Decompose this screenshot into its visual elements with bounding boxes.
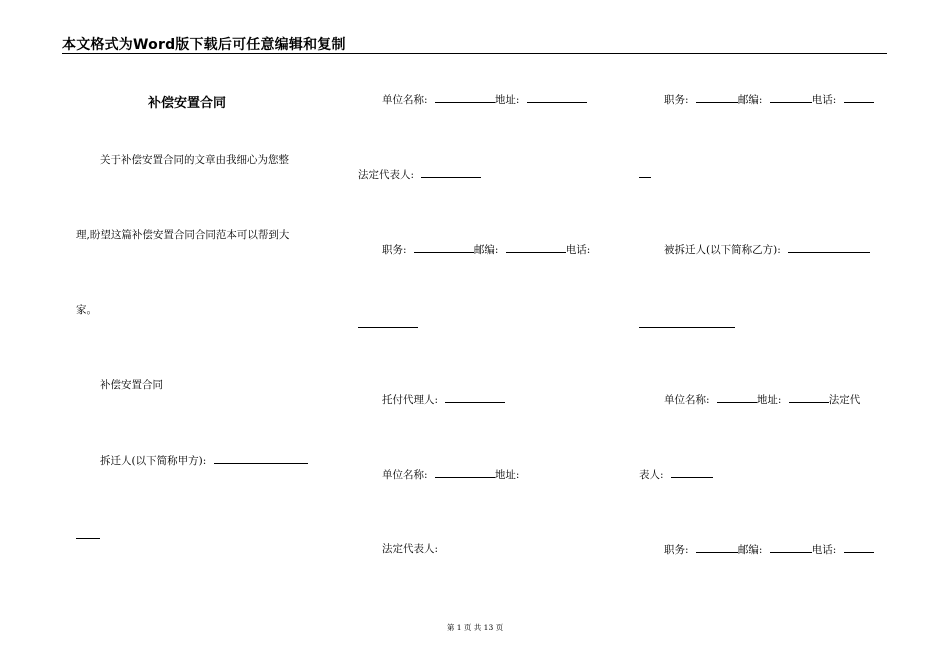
postcode-blank xyxy=(770,542,812,553)
position-label: 职务: xyxy=(664,94,689,106)
address-label: 地址: xyxy=(494,469,520,481)
agent-line xyxy=(382,392,505,407)
phone-label: 电话: xyxy=(811,544,837,556)
legal-rep-label: 法定代表人: xyxy=(382,543,439,555)
unit-name-blank xyxy=(717,392,757,403)
unit-name-label: 单位名称: xyxy=(382,469,428,481)
intro-line-3: 家。 xyxy=(76,304,97,316)
agent-blank xyxy=(445,392,505,403)
party-b-label: 被拆迁人(以下简称乙方): xyxy=(664,244,781,256)
position-blank xyxy=(414,242,474,253)
phone-blank xyxy=(844,92,874,103)
postcode-label: 邮编: xyxy=(737,544,763,556)
legal-rep-blank xyxy=(671,467,713,478)
address-label: 地址: xyxy=(756,394,782,406)
address-label: 地址: xyxy=(494,94,520,106)
address-blank xyxy=(527,92,587,103)
party-b-blank-cont xyxy=(639,317,735,332)
party-a-label: 拆迁人(以下简称甲方): xyxy=(100,455,207,467)
party-b-blank xyxy=(788,242,870,253)
contract-heading: 补偿安置合同 xyxy=(100,379,163,391)
phone-label: 电话: xyxy=(565,244,591,256)
phone-label: 电话: xyxy=(811,94,837,106)
intro-line-2: 理,盼望这篇补偿安置合同合同范本可以帮到大 xyxy=(76,229,290,241)
doc-title: 补偿安置合同 xyxy=(148,96,227,111)
address-blank xyxy=(789,392,829,403)
blank-line xyxy=(76,528,100,539)
postcode-label: 邮编: xyxy=(737,94,763,106)
unit-address-line-2 xyxy=(382,467,519,482)
unit-address-line-c3 xyxy=(664,392,860,407)
position-line xyxy=(382,242,590,257)
legal-rep-label-end: 表人: xyxy=(639,469,664,481)
party-b-line xyxy=(664,242,870,257)
legal-rep-label-start: 法定代 xyxy=(828,394,861,406)
party-a-blank xyxy=(214,453,308,464)
unit-name-blank xyxy=(435,467,495,478)
position-line-c3 xyxy=(664,92,874,107)
position-line-c3-2 xyxy=(664,542,874,557)
blank-line xyxy=(639,167,651,178)
unit-name-label: 单位名称: xyxy=(664,394,710,406)
legal-rep-line-c3 xyxy=(639,467,713,482)
page-footer: 第 1 页 共 13 页 xyxy=(446,623,504,632)
unit-address-line xyxy=(382,92,587,107)
unit-name-label: 单位名称: xyxy=(382,94,428,106)
doc-banner: 本文格式为Word版下载后可任意编辑和复制 xyxy=(62,37,346,53)
postcode-blank xyxy=(506,242,566,253)
banner-rule xyxy=(62,53,887,54)
phone-blank xyxy=(844,542,874,553)
legal-rep-label: 法定代表人: xyxy=(358,169,415,181)
party-a-line xyxy=(100,453,308,468)
position-blank xyxy=(696,542,738,553)
legal-rep-blank xyxy=(421,167,481,178)
position-label: 职务: xyxy=(664,544,689,556)
postcode-label: 邮编: xyxy=(473,244,499,256)
position-label: 职务: xyxy=(382,244,407,256)
postcode-blank xyxy=(770,92,812,103)
position-blank xyxy=(696,92,738,103)
phone-blank-cont-c3 xyxy=(639,167,651,182)
agent-label: 托付代理人: xyxy=(382,394,439,406)
phone-blank-cont xyxy=(358,317,418,332)
intro-line-1: 关于补偿安置合同的文章由我细心为您整 xyxy=(100,154,289,166)
party-a-blank-cont xyxy=(76,528,100,543)
legal-rep-line-2 xyxy=(382,542,438,556)
legal-rep-line xyxy=(358,167,481,182)
blank-line xyxy=(639,317,735,328)
blank-line xyxy=(358,317,418,328)
unit-name-blank xyxy=(435,92,495,103)
